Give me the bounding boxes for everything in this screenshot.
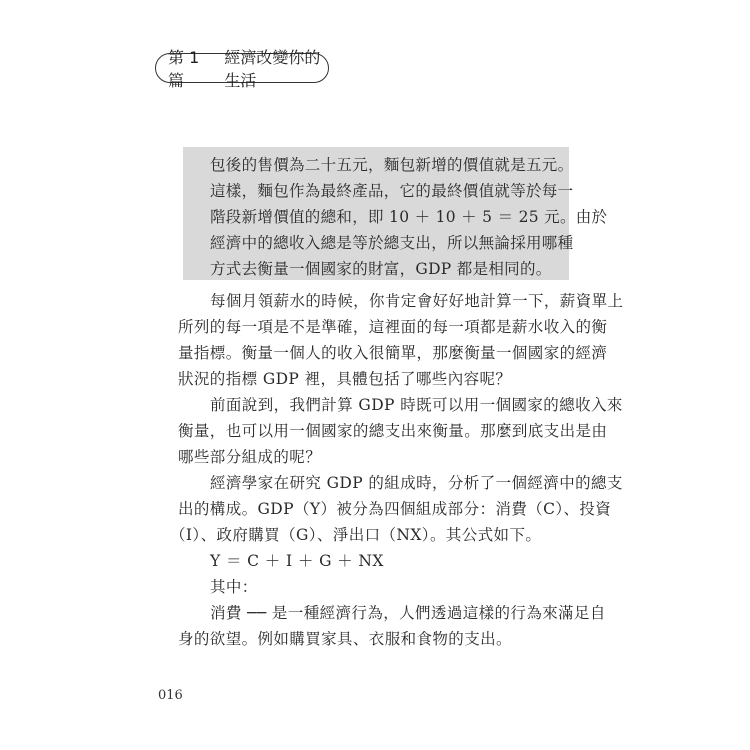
box-line: 包後的售價為二十五元，麵包新增的價值就是五元。	[210, 156, 574, 174]
highlight-box	[183, 147, 608, 280]
body-line: 量指標。衡量一個人的收入很簡單，那麼衡量一個國家的經濟	[178, 344, 608, 362]
chapter-header	[155, 48, 329, 90]
box-line: 經濟中的總收入總是等於總支出，所以無論採用哪種	[210, 234, 574, 252]
chapter-title: 經濟改變你的生活	[224, 48, 321, 90]
box-line: 這樣，麵包作為最終產品，它的最終價值就等於每一	[210, 182, 574, 200]
formula: Y ＝ C ＋ I ＋ G ＋ NX	[210, 552, 384, 570]
body-line: 經濟學家在研究 GDP 的組成時，分析了一個經濟中的總支	[210, 474, 623, 492]
box-line: 方式去衡量一個國家的財富，GDP 都是相同的。	[210, 260, 552, 278]
body-line: 衡量，也可以用一個國家的總支出來衡量。那麼到底支出是由	[178, 422, 608, 440]
body-line: （I）、政府購買（G）、淨出口（NX）。其公式如下。	[170, 526, 542, 544]
body-line: 身的欲望。例如購買家具、衣服和食物的支出。	[178, 630, 512, 648]
body-line: 所列的每一項是不是準確，這裡面的每一項都是薪水收入的衡	[178, 318, 608, 336]
chapter-number: 第 1 篇	[168, 48, 200, 90]
body-line: 每個月領薪水的時候，你肯定會好好地計算一下，薪資單上	[210, 292, 624, 310]
box-line: 階段新增價值的總和，即 10 ＋ 10 ＋ 5 ＝ 25 元。由於	[210, 208, 608, 226]
body-line: 出的構成。GDP（Y）被分為四個組成部分：消費（C）、投資	[178, 500, 612, 518]
body-line: 前面說到，我們計算 GDP 時既可以用一個國家的總收入來	[210, 396, 623, 414]
body-line: 哪些部分組成的呢？	[178, 448, 322, 466]
page-number: 016	[158, 688, 183, 703]
body-line: 消費 ── 是一種經濟行為，人們透過這樣的行為來滿足自	[210, 604, 606, 622]
body-line: 狀況的指標 GDP 裡，具體包括了哪些內容呢？	[178, 370, 512, 388]
body-line: 其中：	[210, 578, 258, 596]
